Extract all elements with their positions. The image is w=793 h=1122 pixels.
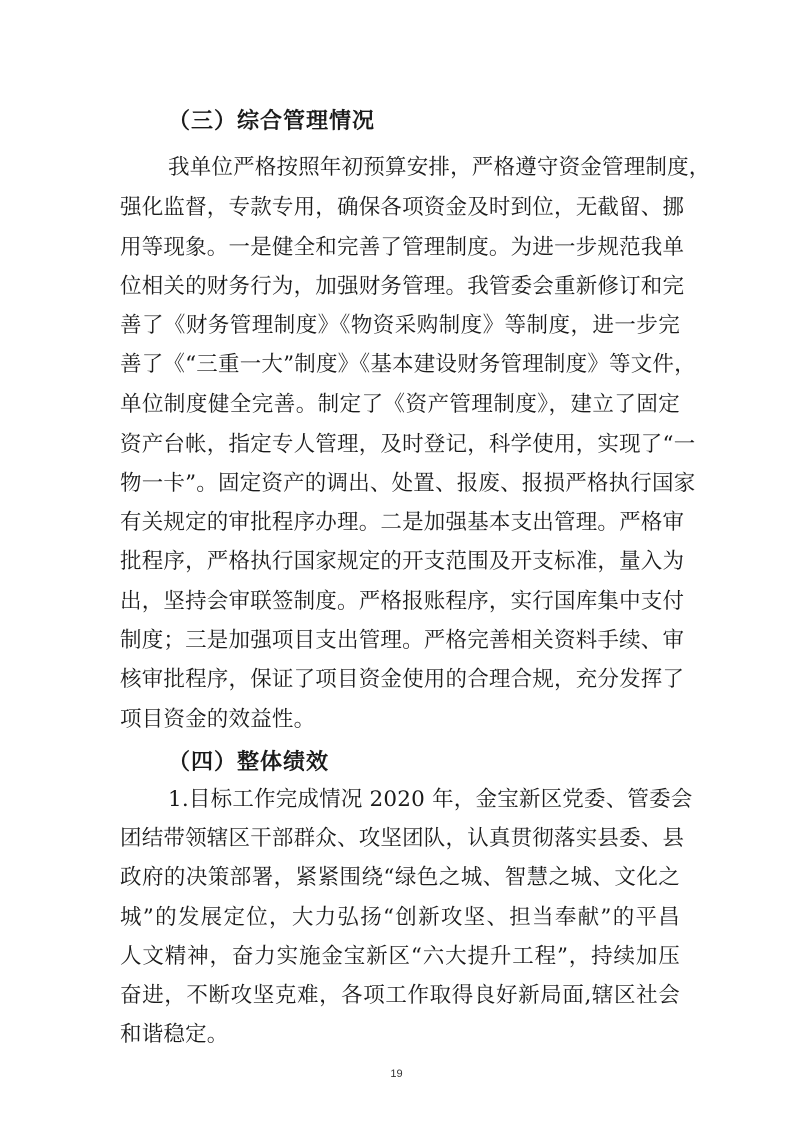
para3-line-14: 核审批程序，保证了项目资金使用的合理合规，充分发挥了	[120, 667, 685, 692]
section-heading-4: （四）整体绩效	[168, 750, 330, 775]
section-heading-3: （三）综合管理情况	[168, 109, 376, 134]
para3-line-5: 善了《财务管理制度》《物资采购制度》等制度，进一步完	[120, 313, 680, 338]
para3-line-12: 出，坚持会审联签制度。严格报账程序，实行国库集中支付	[120, 589, 685, 614]
para3-line-9: 物一卡”。固定资产的调出、处置、报废、报损严格执行国家	[120, 471, 696, 496]
para3-line-6: 善了《“三重一大”制度》《基本建设财务管理制度》等文件，	[120, 352, 696, 377]
para4-line-4: 城”的发展定位，大力弘扬“创新攻坚、担当奉献”的平昌	[120, 905, 680, 930]
para3-line-8: 资产台帐，指定专人管理，及时登记，科学使用，实现了“一	[120, 432, 696, 457]
para4-line-2: 团结带领辖区干部群众、攻坚团队，认真贯彻落实县委、县	[120, 826, 685, 851]
para4-line-3: 政府的决策部署，紧紧围绕“绿色之城、智慧之城、文化之	[120, 865, 680, 890]
para3-line-7: 单位制度健全完善。制定了《资产管理制度》，建立了固定	[120, 392, 680, 417]
para3-line-1: 我单位严格按照年初预算安排，严格遵守资金管理制度，	[168, 155, 711, 180]
para3-line-11: 批程序，严格执行国家规定的开支范围及开支标准，量入为	[120, 549, 685, 574]
para4-line-5: 人文精神，奋力实施金宝新区“六大提升工程”，持续加压	[120, 944, 680, 969]
para3-line-2: 强化监督，专款专用，确保各项资金及时到位，无截留、挪	[120, 195, 685, 220]
para3-line-4: 位相关的财务行为，加强财务管理。我管委会重新修订和完	[120, 274, 685, 299]
para3-line-3: 用等现象。一是健全和完善了管理制度。为进一步规范我单	[120, 235, 685, 260]
para3-line-15: 项目资金的效益性。	[120, 707, 316, 732]
para3-line-13: 制度；三是加强项目支出管理。严格完善相关资料手续、审	[120, 628, 685, 653]
para4-line-6: 奋进，不断攻坚克难，各项工作取得良好新局面,辖区社会	[120, 983, 680, 1008]
page-number: 19	[390, 1068, 403, 1080]
para3-line-10: 有关规定的审批程序办理。二是加强基本支出管理。严格审	[120, 510, 685, 535]
para4-line-1: 1.目标工作完成情况 2020 年，金宝新区党委、管委会	[168, 787, 693, 812]
para4-line-7: 和谐稳定。	[120, 1022, 229, 1047]
